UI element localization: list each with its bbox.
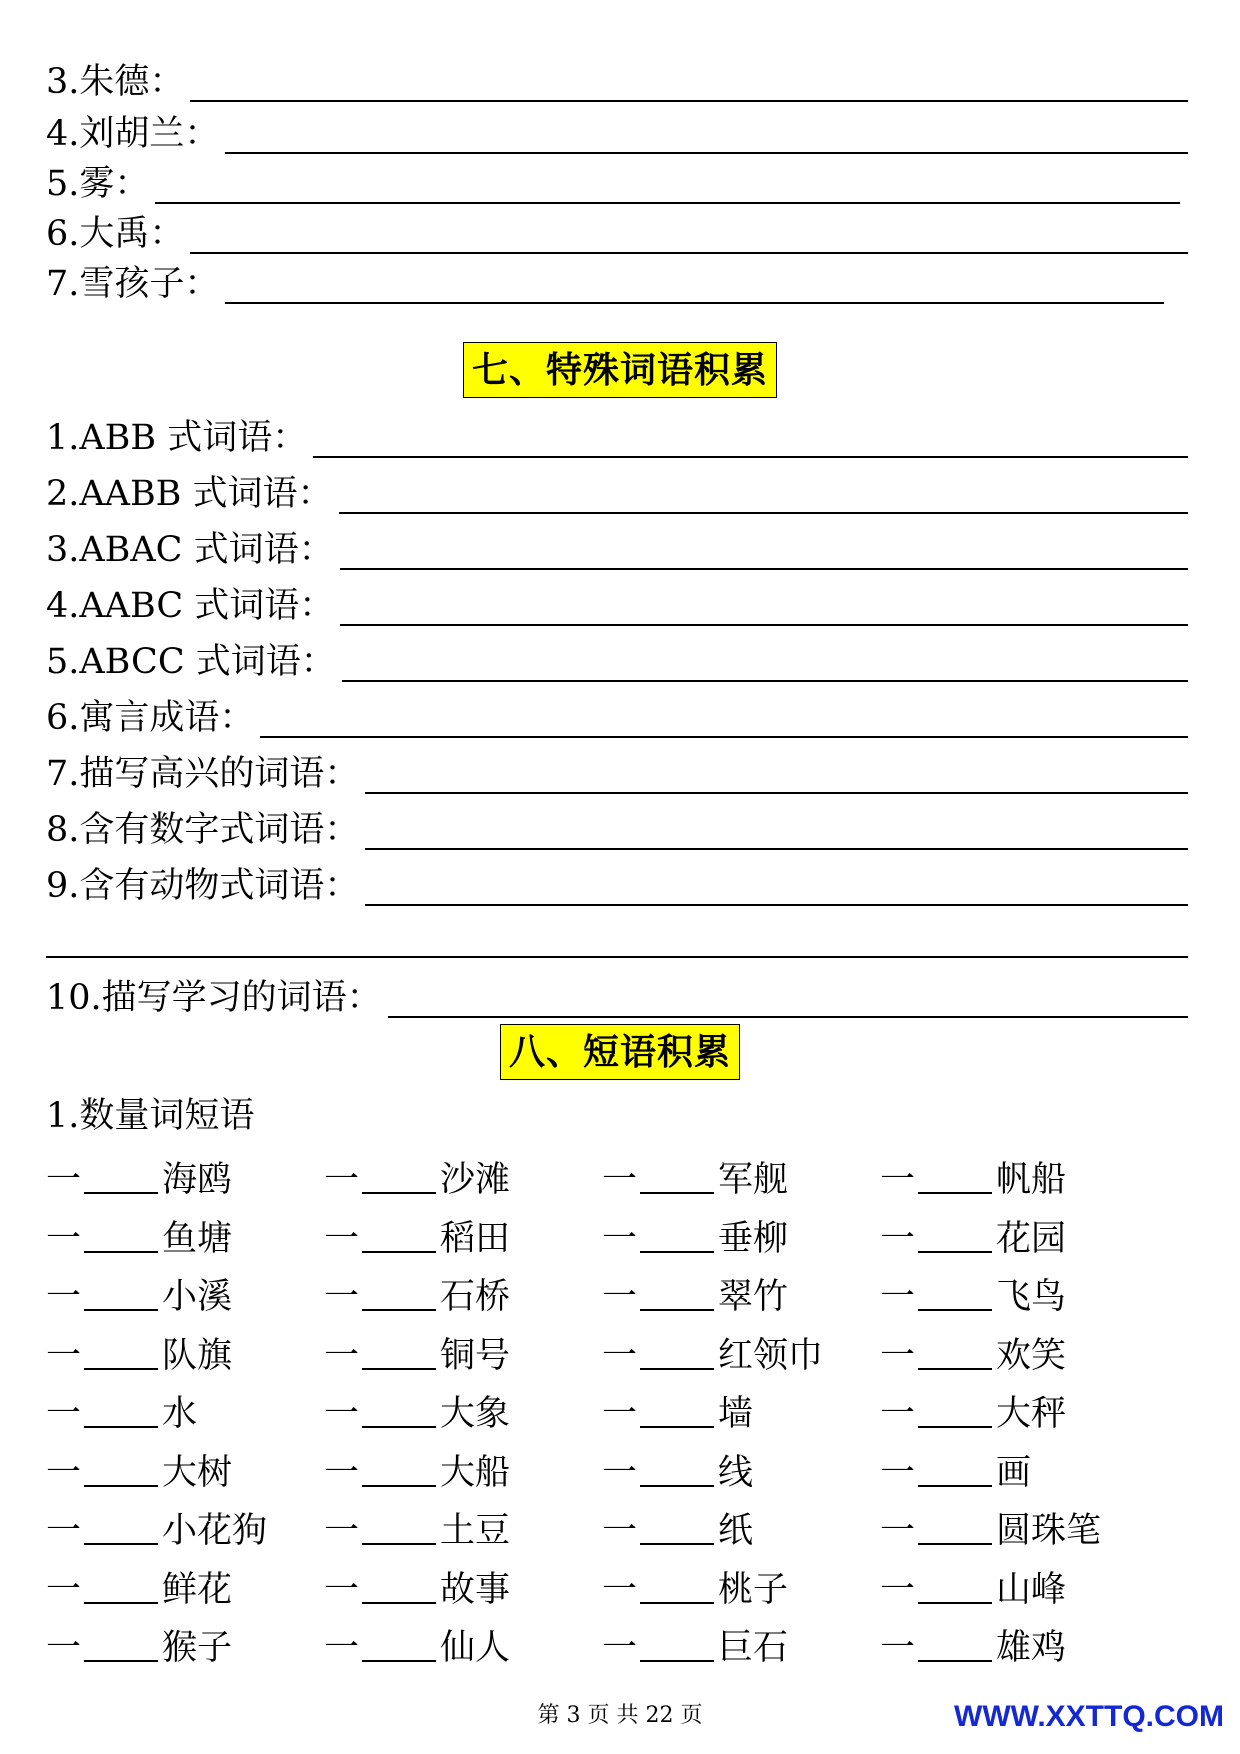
phrase-prefix: 一 bbox=[602, 1335, 638, 1376]
phrase-prefix: 一 bbox=[46, 1569, 82, 1610]
measure-word-blank[interactable] bbox=[918, 1219, 992, 1253]
phrase-noun: 帆船 bbox=[996, 1160, 1067, 1201]
phrase-prefix: 一 bbox=[46, 1218, 82, 1259]
phrase-item bbox=[324, 1386, 602, 1436]
phrase-item bbox=[602, 1562, 880, 1612]
watermark: WWW.XXTTQ.COM bbox=[954, 1700, 1224, 1733]
fill-row bbox=[46, 58, 1188, 108]
phrase-prefix: 一 bbox=[324, 1218, 360, 1259]
answer-blank[interactable] bbox=[313, 428, 1188, 458]
phrase-item bbox=[324, 1620, 602, 1670]
phrase-item bbox=[602, 1620, 880, 1670]
phrase-prefix: 一 bbox=[880, 1394, 916, 1435]
fill-label: 7.雪孩子： bbox=[46, 264, 220, 304]
phrase-prefix: 一 bbox=[602, 1452, 638, 1493]
measure-word-blank[interactable] bbox=[640, 1453, 714, 1487]
measure-word-blank[interactable] bbox=[362, 1336, 436, 1370]
fill-row bbox=[46, 526, 1188, 576]
fill-row bbox=[46, 160, 1180, 210]
phrase-prefix: 一 bbox=[602, 1394, 638, 1435]
phrase-prefix: 一 bbox=[324, 1511, 360, 1552]
measure-word-blank[interactable] bbox=[362, 1511, 436, 1545]
phrase-row bbox=[46, 1558, 1206, 1617]
phrase-noun: 土豆 bbox=[440, 1511, 511, 1552]
phrase-item bbox=[880, 1269, 1158, 1319]
phrase-noun: 墙 bbox=[718, 1394, 754, 1435]
measure-word-blank[interactable] bbox=[84, 1394, 158, 1428]
phrase-prefix: 一 bbox=[324, 1160, 360, 1201]
fill-label: 3.ABAC 式词语： bbox=[46, 530, 334, 570]
phrase-noun: 鱼塘 bbox=[162, 1218, 233, 1259]
measure-word-blank[interactable] bbox=[640, 1219, 714, 1253]
measure-word-blank[interactable] bbox=[84, 1219, 158, 1253]
phrase-noun: 故事 bbox=[440, 1569, 511, 1610]
phrase-noun: 纸 bbox=[718, 1511, 754, 1552]
phrase-noun: 桃子 bbox=[718, 1569, 789, 1610]
phrase-prefix: 一 bbox=[46, 1452, 82, 1493]
phrase-prefix: 一 bbox=[880, 1569, 916, 1610]
measure-word-blank[interactable] bbox=[640, 1628, 714, 1662]
phrase-prefix: 一 bbox=[324, 1628, 360, 1669]
fill-label: 10.描写学习的词语： bbox=[46, 978, 382, 1018]
measure-word-blank[interactable] bbox=[918, 1394, 992, 1428]
phrase-row bbox=[46, 1499, 1206, 1558]
measure-word-blank[interactable] bbox=[640, 1336, 714, 1370]
phrase-prefix: 一 bbox=[324, 1569, 360, 1610]
answer-blank[interactable] bbox=[339, 484, 1188, 514]
fill-label: 4.AABC 式词语： bbox=[46, 586, 335, 626]
fill-label: 5.ABCC 式词语： bbox=[46, 642, 336, 682]
phrase-noun: 军舰 bbox=[718, 1160, 789, 1201]
section-heading-wrap bbox=[0, 342, 1240, 398]
answer-blank[interactable] bbox=[155, 174, 1180, 204]
answer-blank[interactable] bbox=[365, 876, 1188, 906]
measure-word-blank[interactable] bbox=[918, 1277, 992, 1311]
phrase-noun: 仙人 bbox=[440, 1628, 511, 1669]
fill-label: 4.刘胡兰： bbox=[46, 114, 220, 154]
phrase-prefix: 一 bbox=[324, 1394, 360, 1435]
answer-blank[interactable] bbox=[340, 596, 1188, 626]
phrase-prefix: 一 bbox=[602, 1628, 638, 1669]
answer-blank[interactable] bbox=[225, 124, 1188, 154]
phrase-noun: 大秤 bbox=[996, 1394, 1067, 1435]
phrase-prefix: 一 bbox=[324, 1452, 360, 1493]
page-number: 第 3 页 共 22 页 bbox=[537, 1703, 703, 1728]
phrase-noun: 巨石 bbox=[718, 1628, 789, 1669]
phrase-prefix: 一 bbox=[880, 1335, 916, 1376]
fill-row bbox=[46, 694, 1188, 744]
measure-word-blank[interactable] bbox=[362, 1453, 436, 1487]
phrase-noun: 飞鸟 bbox=[996, 1277, 1067, 1318]
measure-word-blank[interactable] bbox=[84, 1570, 158, 1604]
phrase-item bbox=[46, 1211, 324, 1261]
phrase-noun: 猴子 bbox=[162, 1628, 233, 1669]
phrase-noun: 线 bbox=[718, 1452, 754, 1493]
phrase-prefix: 一 bbox=[880, 1511, 916, 1552]
phrase-item bbox=[46, 1328, 324, 1378]
answer-blank[interactable] bbox=[342, 652, 1188, 682]
phrase-item bbox=[880, 1620, 1158, 1670]
fill-row bbox=[46, 582, 1188, 632]
phrase-item bbox=[46, 1620, 324, 1670]
phrase-noun: 大树 bbox=[162, 1452, 233, 1493]
phrase-grid bbox=[46, 1148, 1206, 1675]
phrase-item bbox=[324, 1152, 602, 1202]
measure-word-blank[interactable] bbox=[84, 1277, 158, 1311]
fill-row bbox=[46, 470, 1188, 520]
measure-word-blank[interactable] bbox=[362, 1219, 436, 1253]
fill-label: 1.ABB 式词语： bbox=[46, 418, 308, 458]
phrase-prefix: 一 bbox=[324, 1277, 360, 1318]
phrase-item bbox=[324, 1328, 602, 1378]
phrase-row bbox=[46, 1382, 1206, 1441]
fill-label: 2.AABB 式词语： bbox=[46, 474, 333, 514]
phrase-prefix: 一 bbox=[324, 1335, 360, 1376]
phrase-prefix: 一 bbox=[880, 1160, 916, 1201]
phrase-noun: 红领巾 bbox=[718, 1335, 824, 1376]
fill-row bbox=[46, 638, 1188, 688]
phrase-row bbox=[46, 1441, 1206, 1500]
extra-answer-line[interactable] bbox=[46, 956, 1188, 958]
phrase-noun: 水 bbox=[162, 1394, 198, 1435]
phrase-prefix: 一 bbox=[880, 1218, 916, 1259]
phrase-noun: 欢笑 bbox=[996, 1335, 1067, 1376]
phrase-item bbox=[880, 1152, 1158, 1202]
phrase-item bbox=[602, 1445, 880, 1495]
phrase-row bbox=[46, 1324, 1206, 1383]
phrase-prefix: 一 bbox=[602, 1218, 638, 1259]
measure-word-blank[interactable] bbox=[84, 1453, 158, 1487]
phrase-item bbox=[602, 1328, 880, 1378]
phrase-item bbox=[880, 1328, 1158, 1378]
measure-word-blank[interactable] bbox=[84, 1160, 158, 1194]
phrase-item bbox=[880, 1386, 1158, 1436]
phrase-prefix: 一 bbox=[602, 1569, 638, 1610]
answer-blank[interactable] bbox=[225, 274, 1164, 304]
sub-title: 1.数量词短语 bbox=[46, 1096, 255, 1136]
phrase-row bbox=[46, 1265, 1206, 1324]
fill-label: 3.朱德： bbox=[46, 62, 185, 102]
fill-label: 9.含有动物式词语： bbox=[46, 866, 360, 906]
measure-word-blank[interactable] bbox=[918, 1570, 992, 1604]
phrase-noun: 石桥 bbox=[440, 1277, 511, 1318]
phrase-noun: 山峰 bbox=[996, 1569, 1067, 1610]
phrase-item bbox=[602, 1503, 880, 1553]
measure-word-blank[interactable] bbox=[918, 1336, 992, 1370]
answer-blank[interactable] bbox=[388, 988, 1188, 1018]
fill-row bbox=[46, 110, 1188, 160]
phrase-noun: 大船 bbox=[440, 1452, 511, 1493]
fill-row bbox=[46, 974, 1188, 1024]
phrase-item bbox=[602, 1386, 880, 1436]
phrase-item bbox=[880, 1211, 1158, 1261]
answer-blank[interactable] bbox=[190, 224, 1188, 254]
measure-word-blank[interactable] bbox=[362, 1628, 436, 1662]
fill-row bbox=[46, 806, 1188, 856]
phrase-row bbox=[46, 1148, 1206, 1207]
phrase-noun: 稻田 bbox=[440, 1218, 511, 1259]
phrase-prefix: 一 bbox=[602, 1277, 638, 1318]
answer-blank[interactable] bbox=[260, 708, 1188, 738]
measure-word-blank[interactable] bbox=[640, 1511, 714, 1545]
phrase-prefix: 一 bbox=[880, 1628, 916, 1669]
section-heading: 八、短语积累 bbox=[500, 1024, 740, 1080]
phrase-item bbox=[46, 1386, 324, 1436]
phrase-prefix: 一 bbox=[602, 1160, 638, 1201]
phrase-prefix: 一 bbox=[46, 1628, 82, 1669]
measure-word-blank[interactable] bbox=[362, 1394, 436, 1428]
fill-row bbox=[46, 414, 1188, 464]
phrase-item bbox=[324, 1269, 602, 1319]
measure-word-blank[interactable] bbox=[362, 1277, 436, 1311]
phrase-noun: 画 bbox=[996, 1452, 1032, 1493]
answer-blank[interactable] bbox=[190, 72, 1188, 102]
phrase-item bbox=[324, 1562, 602, 1612]
phrase-noun: 垂柳 bbox=[718, 1218, 789, 1259]
measure-word-blank[interactable] bbox=[84, 1628, 158, 1662]
phrase-item bbox=[46, 1445, 324, 1495]
phrase-noun: 花园 bbox=[996, 1218, 1067, 1259]
phrase-item bbox=[46, 1503, 324, 1553]
phrase-item bbox=[324, 1445, 602, 1495]
phrase-noun: 鲜花 bbox=[162, 1569, 233, 1610]
phrase-prefix: 一 bbox=[46, 1511, 82, 1552]
phrase-prefix: 一 bbox=[880, 1277, 916, 1318]
answer-blank[interactable] bbox=[365, 820, 1188, 850]
phrase-item bbox=[46, 1562, 324, 1612]
phrase-item bbox=[46, 1152, 324, 1202]
phrase-prefix: 一 bbox=[46, 1335, 82, 1376]
phrase-noun: 大象 bbox=[440, 1394, 511, 1435]
answer-blank[interactable] bbox=[340, 540, 1188, 570]
phrase-noun: 圆珠笔 bbox=[996, 1511, 1102, 1552]
measure-word-blank[interactable] bbox=[918, 1511, 992, 1545]
phrase-item bbox=[602, 1152, 880, 1202]
phrase-row bbox=[46, 1616, 1206, 1675]
phrase-item bbox=[46, 1269, 324, 1319]
section-heading-wrap bbox=[0, 1024, 1240, 1080]
phrase-noun: 海鸥 bbox=[162, 1160, 233, 1201]
phrase-noun: 队旗 bbox=[162, 1335, 233, 1376]
phrase-item bbox=[324, 1211, 602, 1261]
measure-word-blank[interactable] bbox=[918, 1160, 992, 1194]
measure-word-blank[interactable] bbox=[918, 1628, 992, 1662]
phrase-item bbox=[324, 1503, 602, 1553]
measure-word-blank[interactable] bbox=[640, 1277, 714, 1311]
phrase-prefix: 一 bbox=[46, 1160, 82, 1201]
measure-word-blank[interactable] bbox=[362, 1160, 436, 1194]
phrase-item bbox=[602, 1269, 880, 1319]
phrase-prefix: 一 bbox=[602, 1511, 638, 1552]
measure-word-blank[interactable] bbox=[918, 1453, 992, 1487]
phrase-noun: 沙滩 bbox=[440, 1160, 511, 1201]
phrase-item bbox=[602, 1211, 880, 1261]
section-heading: 七、特殊词语积累 bbox=[463, 342, 777, 398]
answer-blank[interactable] bbox=[365, 764, 1188, 794]
fill-label: 5.雾： bbox=[46, 164, 150, 204]
phrase-row bbox=[46, 1207, 1206, 1266]
fill-row bbox=[46, 260, 1164, 310]
phrase-item bbox=[880, 1562, 1158, 1612]
fill-label: 6.寓言成语： bbox=[46, 698, 255, 738]
phrase-prefix: 一 bbox=[46, 1277, 82, 1318]
phrase-item bbox=[880, 1445, 1158, 1495]
phrase-noun: 铜号 bbox=[440, 1335, 511, 1376]
phrase-noun: 雄鸡 bbox=[996, 1628, 1067, 1669]
phrase-item bbox=[880, 1503, 1158, 1553]
measure-word-blank[interactable] bbox=[362, 1570, 436, 1604]
fill-row bbox=[46, 862, 1188, 912]
phrase-noun: 翠竹 bbox=[718, 1277, 789, 1318]
measure-word-blank[interactable] bbox=[640, 1160, 714, 1194]
fill-label: 7.描写高兴的词语： bbox=[46, 754, 360, 794]
phrase-noun: 小花狗 bbox=[162, 1511, 268, 1552]
phrase-prefix: 一 bbox=[46, 1394, 82, 1435]
phrase-noun: 小溪 bbox=[162, 1277, 233, 1318]
fill-row bbox=[46, 210, 1188, 260]
fill-label: 8.含有数字式词语： bbox=[46, 810, 360, 850]
measure-word-blank[interactable] bbox=[84, 1511, 158, 1545]
fill-label: 6.大禹： bbox=[46, 214, 185, 254]
measure-word-blank[interactable] bbox=[84, 1336, 158, 1370]
measure-word-blank[interactable] bbox=[640, 1570, 714, 1604]
measure-word-blank[interactable] bbox=[640, 1394, 714, 1428]
phrase-prefix: 一 bbox=[880, 1452, 916, 1493]
fill-row bbox=[46, 750, 1188, 800]
